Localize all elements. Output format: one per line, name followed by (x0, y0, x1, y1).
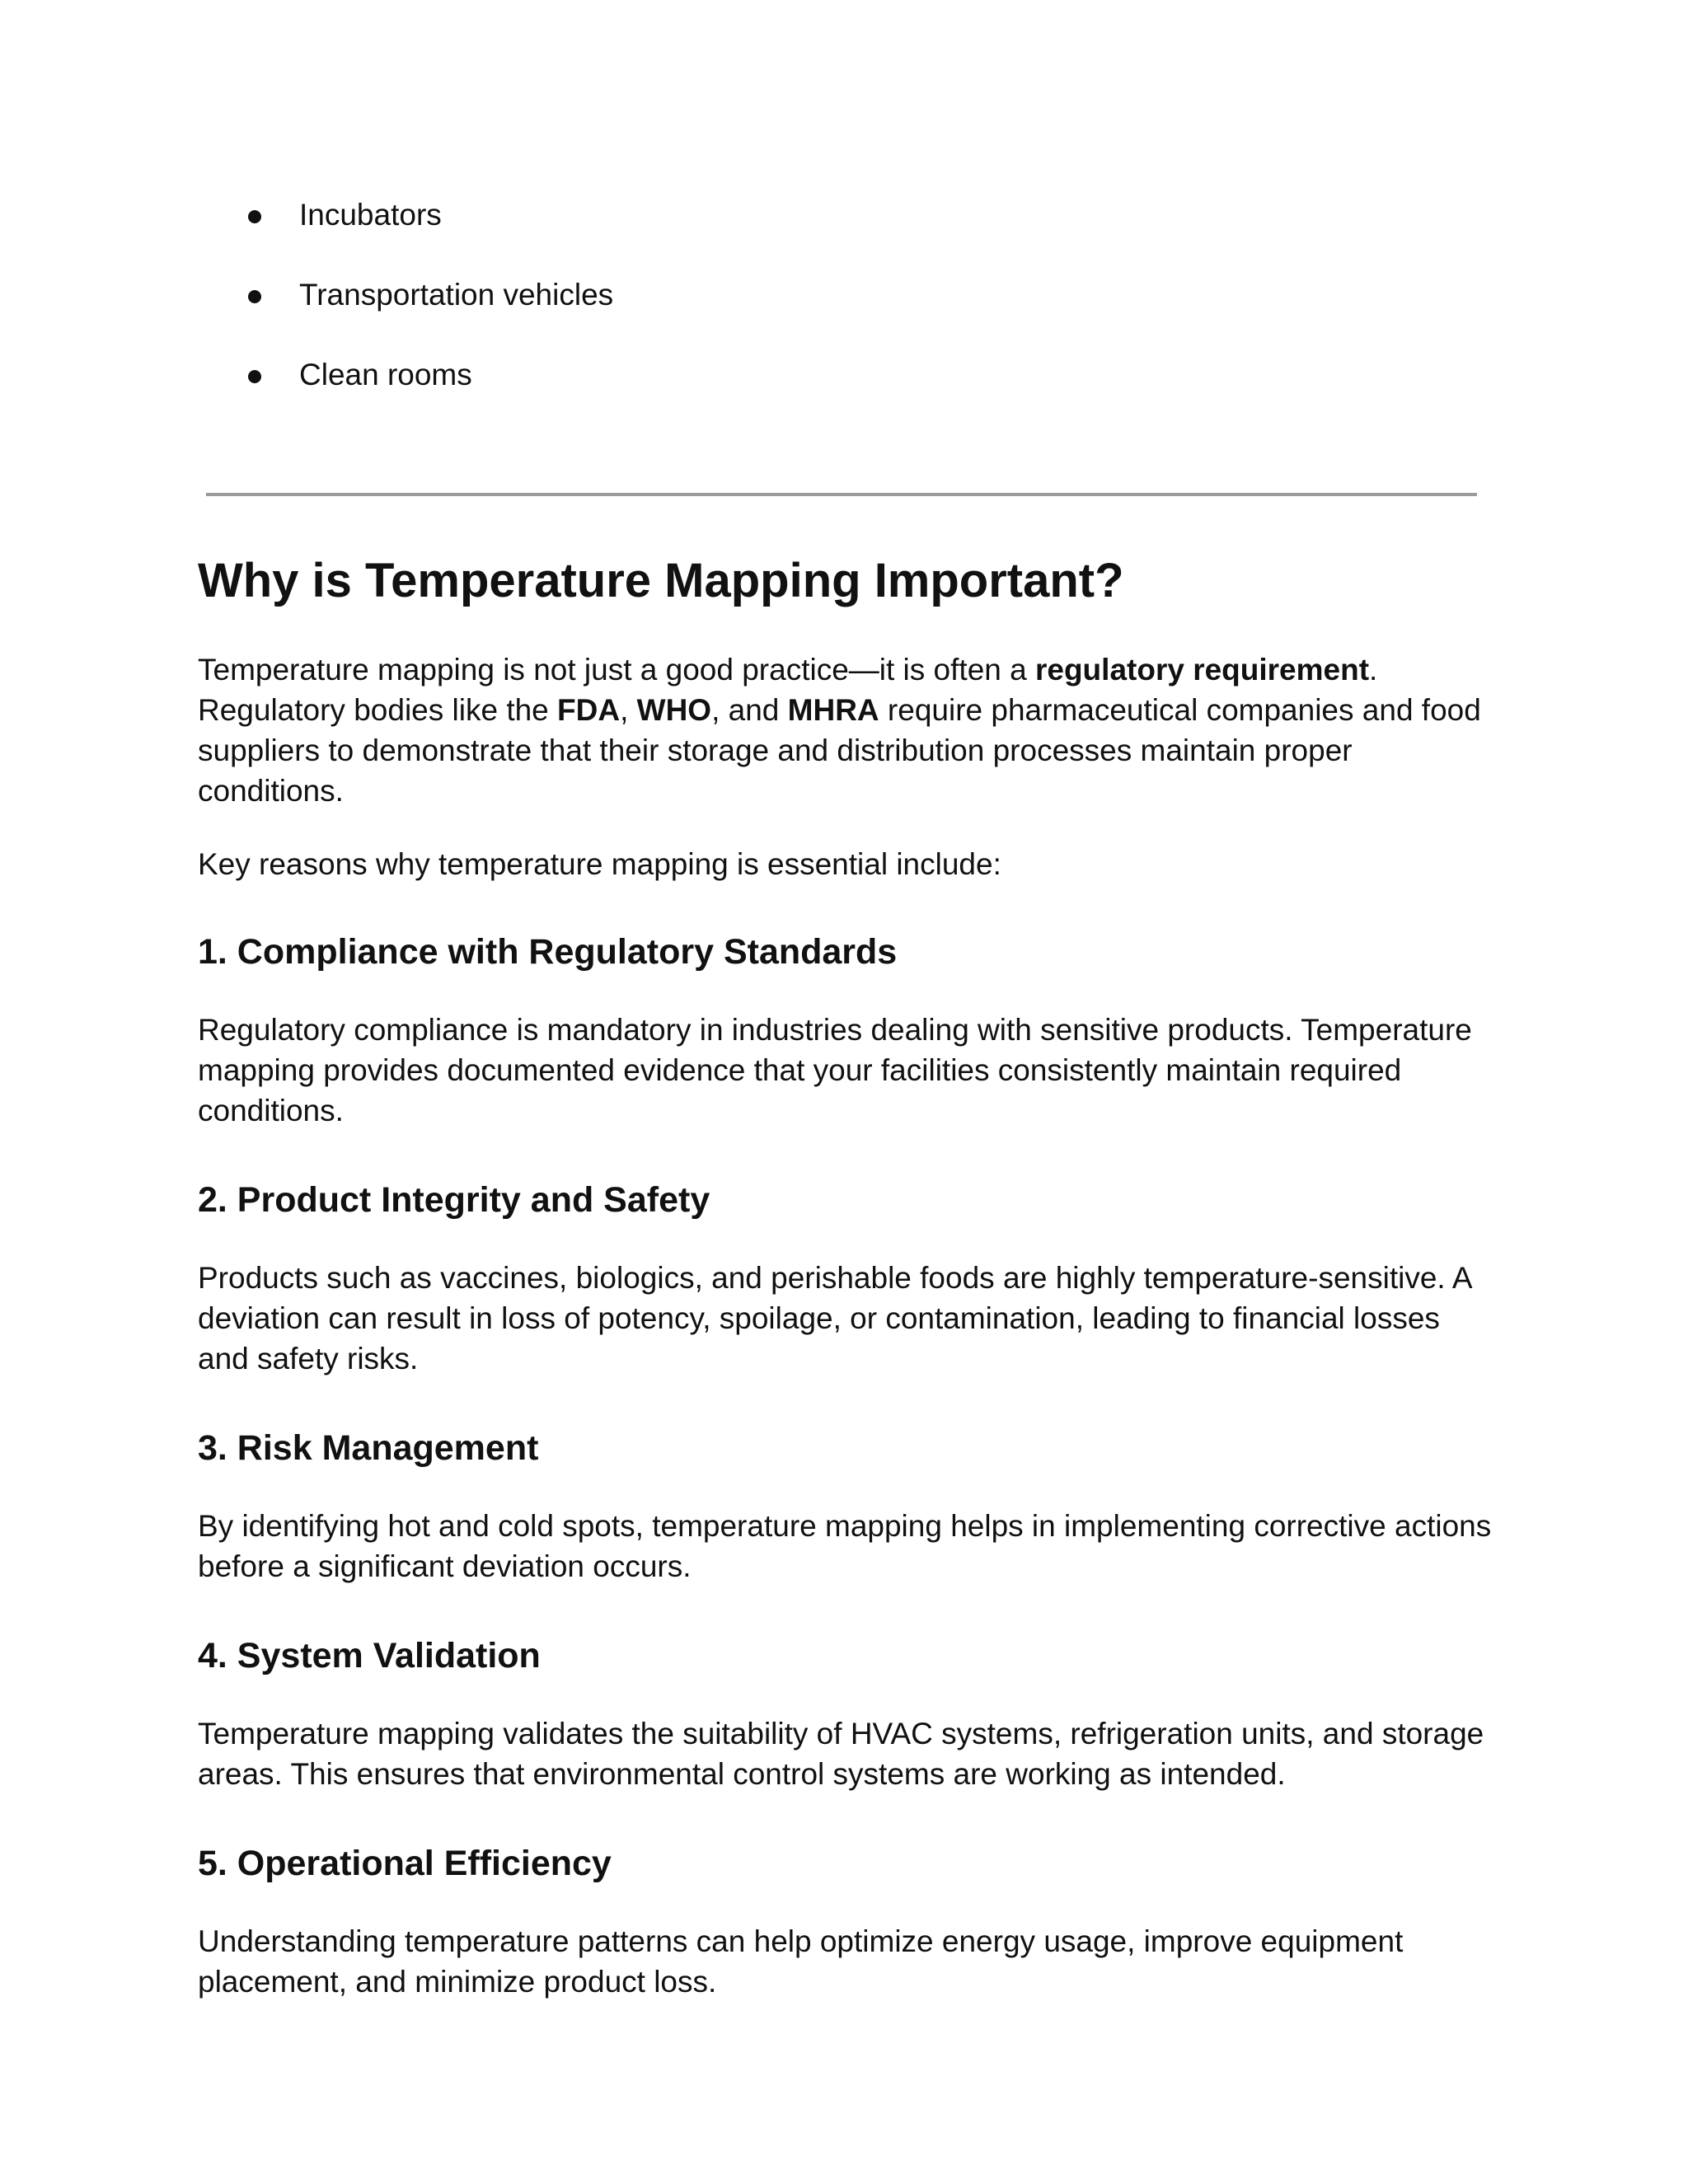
bullet-list (243, 194, 613, 434)
list-item-text: Clean rooms (299, 358, 472, 391)
subsection-body: Temperature mapping validates the suitability of HVAC systems, refrigeration units, and storage areas. This ensures that environmental control systems are working as intended. (198, 1717, 1484, 1791)
intro-bold-text: WHO (636, 693, 712, 727)
subsection-title: 1. Compliance with Regulatory Standards (198, 932, 898, 972)
section-heading: Why is Temperature Mapping Important? (198, 554, 1124, 607)
subsection-body: Regulatory compliance is mandatory in industries dealing with sensitive products. Temperature mapping provides documented evidence that your facilities consistently maintain required conditions. (198, 1013, 1472, 1127)
intro-text: require pharmaceutical companies and food suppliers to demonstrate that their storage and distribution processes maintain proper conditions. (198, 693, 1481, 808)
bullet-icon (248, 290, 261, 303)
main-content (198, 552, 1492, 2035)
intro-text: , and (711, 693, 788, 727)
subsection-body: Understanding temperature patterns can help optimize energy usage, improve equipment placement, and minimize product loss. (198, 1924, 1404, 1999)
subsection-title: 3. Risk Management (198, 1428, 539, 1468)
bullet-icon (248, 210, 261, 223)
list-item (243, 194, 613, 274)
list-item-text: Incubators (299, 198, 442, 232)
subsection-body: Products such as vaccines, biologics, and perishable foods are highly temperature-sensitive. A deviation can result in loss of potency, spoilage, or contamination, leading to financial losses and safety risks. (198, 1261, 1471, 1376)
intro-bold-text: regulatory requirement (1034, 653, 1370, 687)
intro-bold-text: FDA (557, 693, 621, 727)
intro-bold-text: MHRA (787, 693, 879, 727)
subsection-title: 2. Product Integrity and Safety (198, 1180, 710, 1220)
intro-text: , (620, 693, 637, 727)
intro-text: . Regulatory bodies like the (198, 653, 1378, 727)
list-item (243, 354, 613, 434)
subsection-title: 5. Operational Efficiency (198, 1844, 612, 1883)
key-reasons-paragraph: Key reasons why temperature mapping is essential include: (198, 847, 1001, 881)
subsection-title: 4. System Validation (198, 1636, 541, 1675)
list-item-text: Transportation vehicles (299, 278, 614, 312)
bullet-icon (248, 370, 261, 383)
intro-paragraph (198, 649, 1492, 811)
intro-text: Temperature mapping is not just a good practice—it is often a (198, 653, 1035, 687)
horizontal-divider (206, 493, 1477, 496)
list-item (243, 274, 613, 354)
subsection-body: By identifying hot and cold spots, temperature mapping helps in implementing corrective actions before a significant deviation occurs. (198, 1509, 1492, 1583)
